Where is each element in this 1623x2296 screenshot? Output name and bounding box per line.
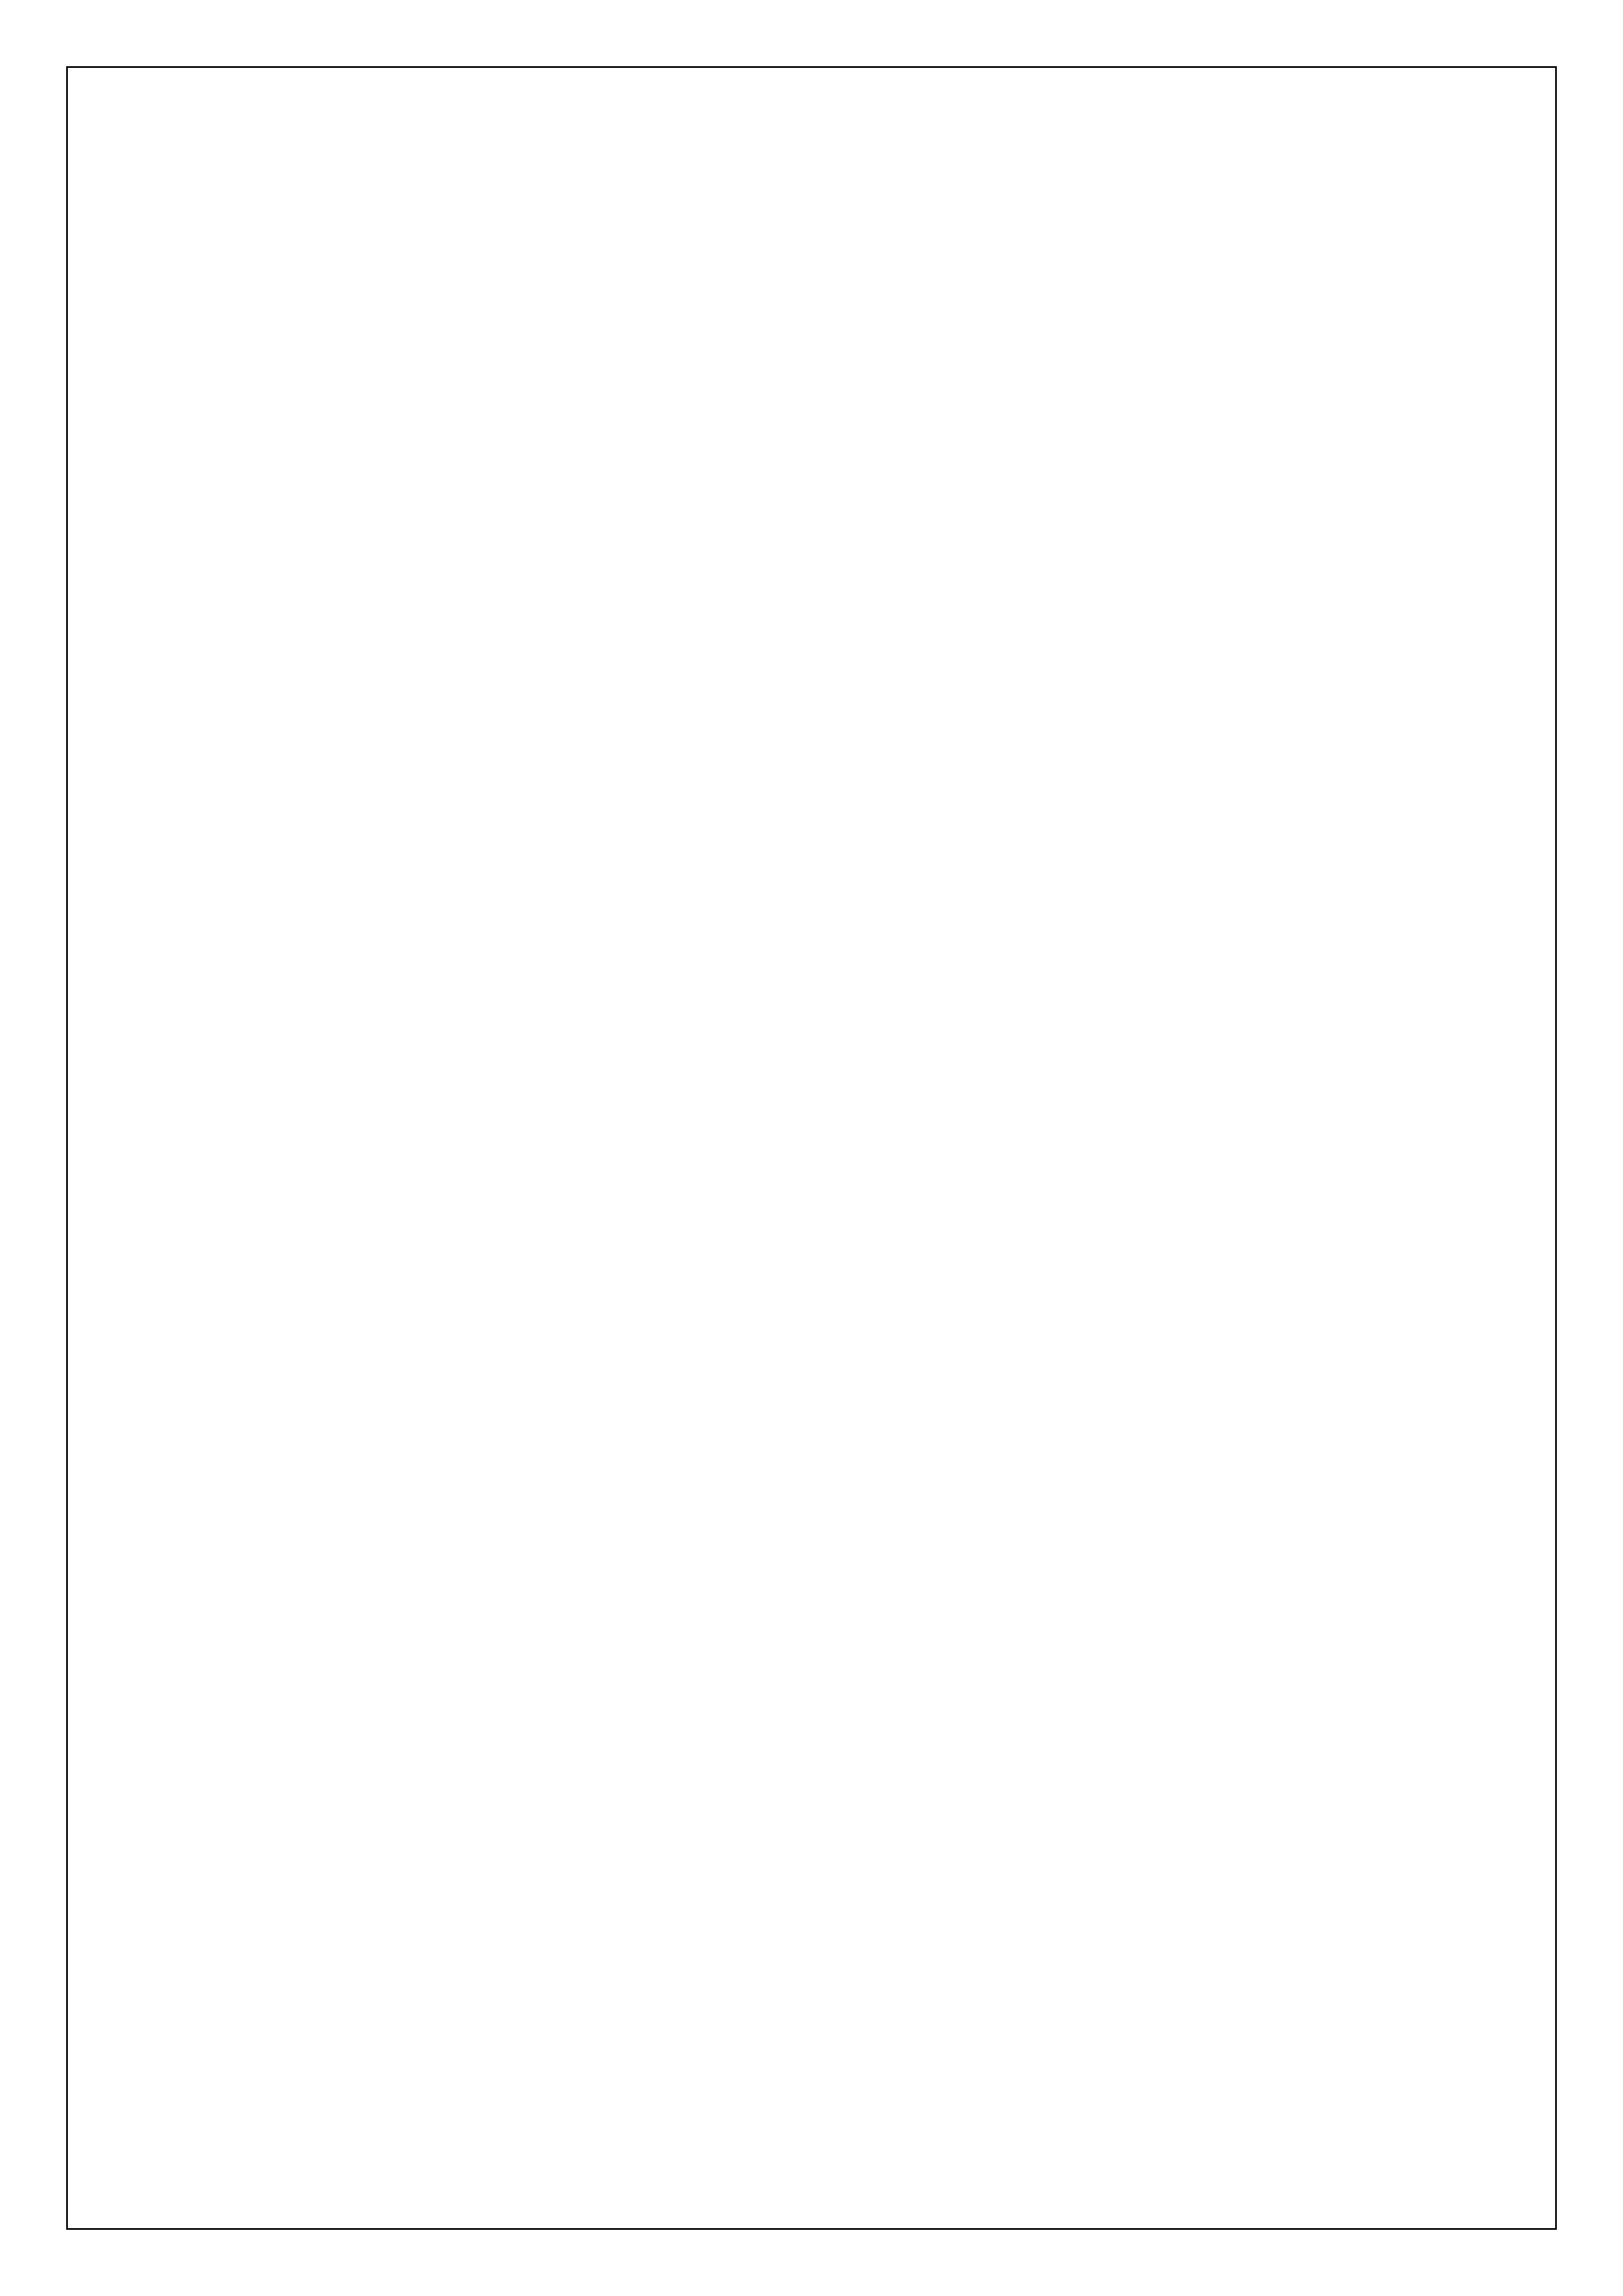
document-body: [132, 132, 1491, 139]
page-border: [66, 66, 1557, 2230]
